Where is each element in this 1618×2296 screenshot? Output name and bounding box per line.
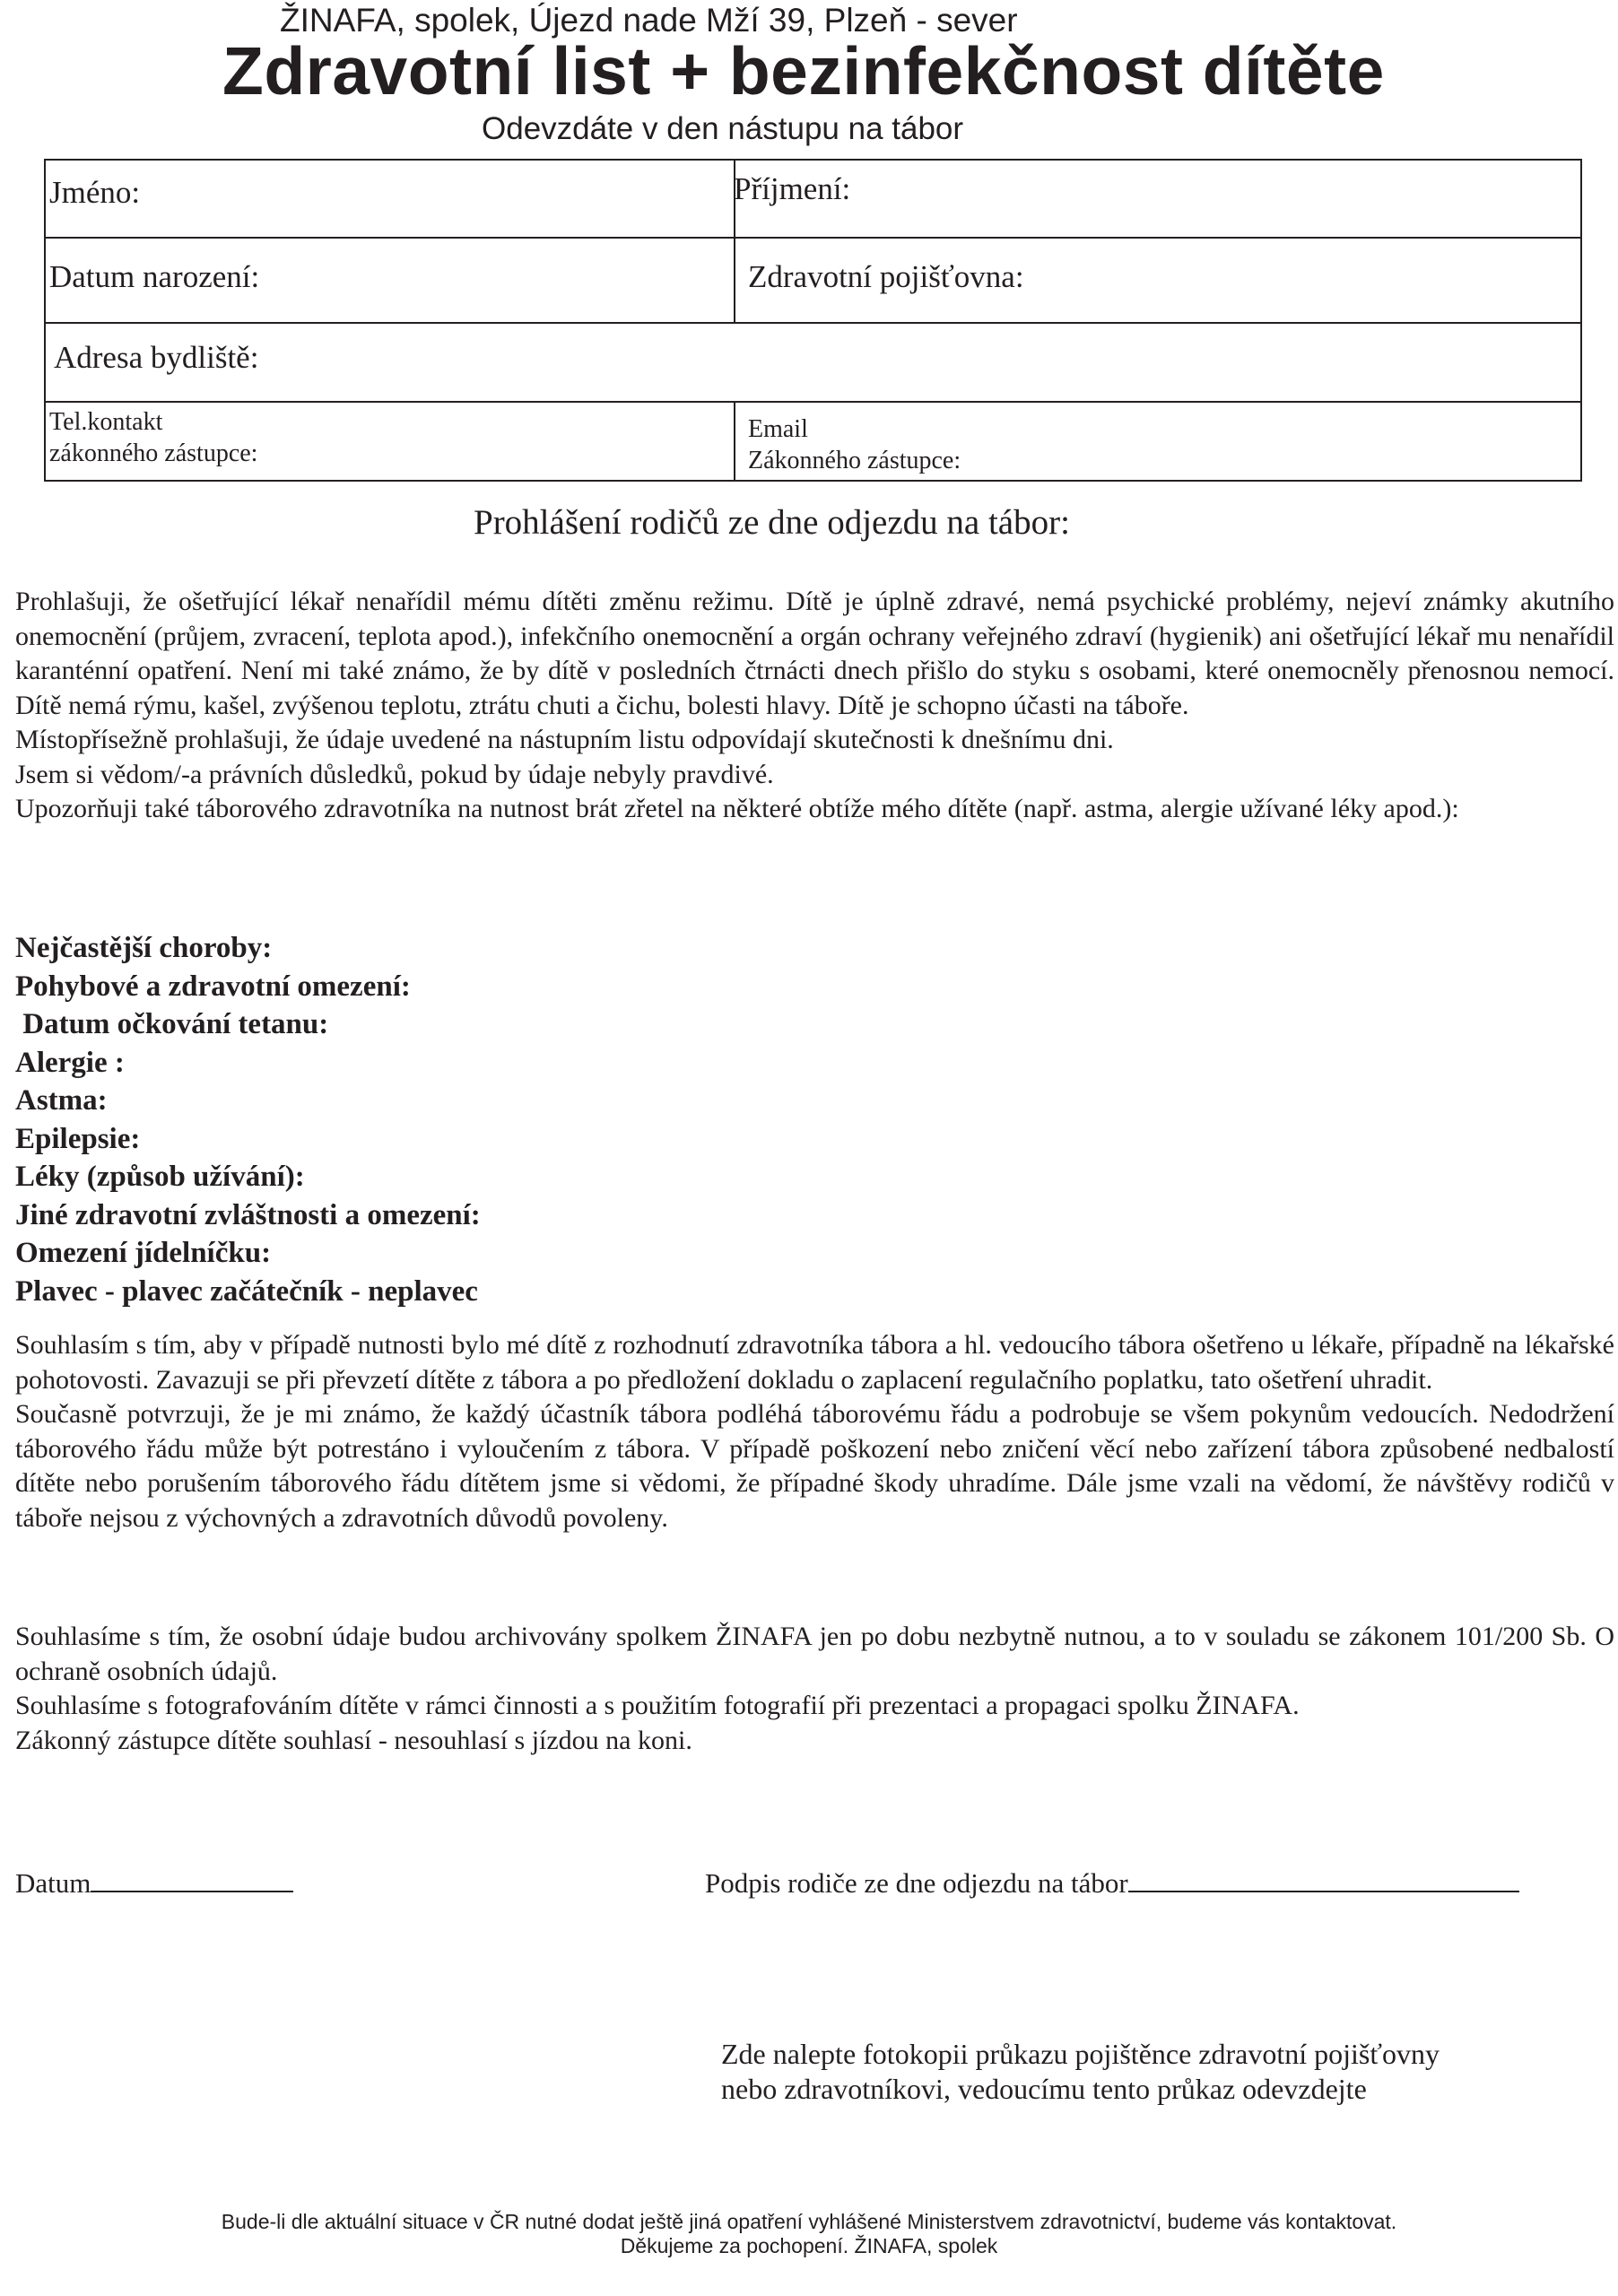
insurance-note-line2: nebo zdravotníkovi, vedoucímu tento průkaz odevzdejte — [721, 2073, 1367, 2105]
declaration-paragraph: Místopřísežně prohlašuji, že údaje uvedené na nástupním listu odpovídají skutečnosti k dnešnímu dni. — [15, 725, 1114, 754]
address-field[interactable]: Adresa bydliště: — [54, 340, 259, 375]
gdpr-paragraph: Souhlasíme s fotografováním dítěte v rámci činnosti a s použitím fotografií při prezentaci a propagaci spolku ŽINAFA. — [15, 1691, 1300, 1720]
health-item-allergies[interactable]: Alergie : — [15, 1046, 125, 1079]
date-label: Datum — [15, 1867, 91, 1899]
email-label-line2: Zákonného zástupce: — [748, 447, 961, 474]
gdpr-paragraph: Zákonný zástupce dítěte souhlasí - nesouhlasí s jízdou na koni. — [15, 1725, 692, 1755]
insurance-company-field[interactable]: Zdravotní pojišťovna: — [748, 259, 1024, 294]
table-divider — [46, 322, 1580, 324]
health-item-swimmer[interactable]: Plavec - plavec začátečník - neplavec — [15, 1274, 478, 1308]
document-subtitle: Odevzdáte v den nástupu na tábor — [482, 111, 964, 146]
phone-label-line2: zákonného zástupce: — [49, 439, 258, 467]
health-item-diet-limits[interactable]: Omezení jídelníčku: — [15, 1237, 272, 1269]
declaration-paragraph: Upozorňuji také táborového zdravotníka na nutnost brát zřetel na některé obtíže mého dítěte (např. astma, alergie užívané léky apod.): — [15, 794, 1459, 823]
health-item-epilepsy[interactable]: Epilepsie: — [15, 1122, 141, 1155]
date-blank-line[interactable] — [91, 1864, 293, 1892]
signature-blank-line[interactable] — [1128, 1864, 1519, 1892]
footer-line1: Bude-li dle aktuální situace v ČR nutné dodat ještě jiná opatření vyhlášené Ministerstvem zdravotnictví, budeme vás kontaktovat. — [221, 2210, 1397, 2233]
health-item-other-limits[interactable]: Jiné zdravotní zvláštnosti a omezení: — [15, 1198, 481, 1231]
email-label-line1: Email — [748, 415, 808, 443]
consent-paragraph: Současně potvrzuji, že je mi známo, že každý účastník tábora podléhá táborovému řádu a podrobuje se všem pokynům vedoucích. Nedodržení táborového řádu může být potrestáno i vyloučením z tábora. V případě poškození nebo zničení věcí nebo zařízení tábora způsobené nedbalostí dítěte nebo porušením táborového řádu dítětem jsme si vědomi, že případné škody uhradíme. Dále jsme vzali na vědomí, že návštěvy rodičů v táboře nejsou z výchovných a zdravotních důvodů povoleny. — [15, 1399, 1614, 1533]
date-signature-field[interactable] — [15, 1864, 293, 1900]
insurance-note-line1: Zde nalepte fotokopii průkazu pojištěnce zdravotní pojišťovny — [721, 2038, 1440, 2070]
parent-signature-field[interactable] — [705, 1864, 1519, 1900]
document-title: Zdravotní list + bezinfekčnost dítěte — [222, 33, 1385, 109]
email-contact-field[interactable] — [748, 413, 961, 476]
footer-note — [0, 2210, 1618, 2258]
first-name-field[interactable]: Jméno: — [49, 175, 141, 210]
gdpr-text — [15, 1620, 1614, 1758]
health-item-asthma[interactable]: Astma: — [15, 1084, 108, 1117]
gdpr-paragraph: Souhlasíme s tím, že osobní údaje budou archivovány spolkem ŽINAFA jen po dobu nezbytně nutnou, a to v souladu se zákonem 101/200 Sb. O ochraně osobních údajů. — [15, 1622, 1614, 1686]
footer-line2: Děkujeme za pochopení. ŽINAFA, spolek — [620, 2234, 998, 2257]
declaration-paragraph: Jsem si vědom/-a právních důsledků, pokud by údaje nebyly pravdivé. — [15, 759, 774, 789]
phone-contact-field[interactable] — [49, 406, 257, 469]
consent-paragraph: Souhlasím s tím, aby v případě nutnosti bylo mé dítě z rozhodnutí zdravotníka tábora a hl. vedoucího tábora ošetřeno u lékaře, případně na lékařské pohotovosti. Zavazuji se při převzetí dítěte z tábora a po předložení dokladu o zaplacení regulačního poplatku, tato ošetření uhradit. — [15, 1330, 1614, 1395]
health-info-list — [15, 929, 1092, 1310]
table-column-divider — [734, 401, 735, 482]
health-item-medication[interactable]: Léky (způsob užívání): — [15, 1161, 305, 1193]
health-item-movement-limits[interactable]: Pohybové a zdravotní omezení: — [15, 970, 411, 1003]
declaration-paragraph: Prohlašuji, že ošetřující lékař nenařídil mému dítěti změnu režimu. Dítě je úplně zdravé, nemá psychické problémy, nejeví známky akutního onemocnění (průjem, zvracení, teplota apod.), infekčního onemocnění a orgán ochrany veřejného zdraví (hygienik) ani ošetřující lékař mu nenařídil karanténní opatření. Není mi také známo, že by dítě v posledních čtrnácti dnech přišlo do styku s osobami, které onemocněly přenosnou nemocí. Dítě nemá rýmu, kašel, zvýšenou teplotu, ztrátu chuti a čichu, bolesti hlavy. Dítě je schopno účasti na táboře. — [15, 587, 1614, 720]
consent-text — [15, 1328, 1614, 1535]
last-name-field[interactable]: Příjmení: — [734, 171, 851, 206]
organization-address: ŽINAFA, spolek, Újezd nade Mží 39, Plzeň - sever — [280, 2, 1018, 39]
insurance-card-note — [721, 2037, 1440, 2107]
personal-info-table — [44, 159, 1582, 482]
table-divider — [46, 401, 1580, 403]
table-divider — [46, 237, 1580, 239]
birth-date-field[interactable]: Datum narození: — [49, 259, 260, 294]
health-item-tetanus-date[interactable]: Datum očkování tetanu: — [15, 1008, 329, 1040]
health-item-common-diseases[interactable]: Nejčastější choroby: — [15, 932, 273, 964]
parent-signature-label: Podpis rodiče ze dne odjezdu na tábor — [705, 1867, 1128, 1899]
declaration-heading: Prohlášení rodičů ze dne odjezdu na tábor: — [474, 503, 1070, 542]
declaration-text — [15, 585, 1614, 827]
phone-label-line1: Tel.kontakt — [49, 408, 163, 436]
